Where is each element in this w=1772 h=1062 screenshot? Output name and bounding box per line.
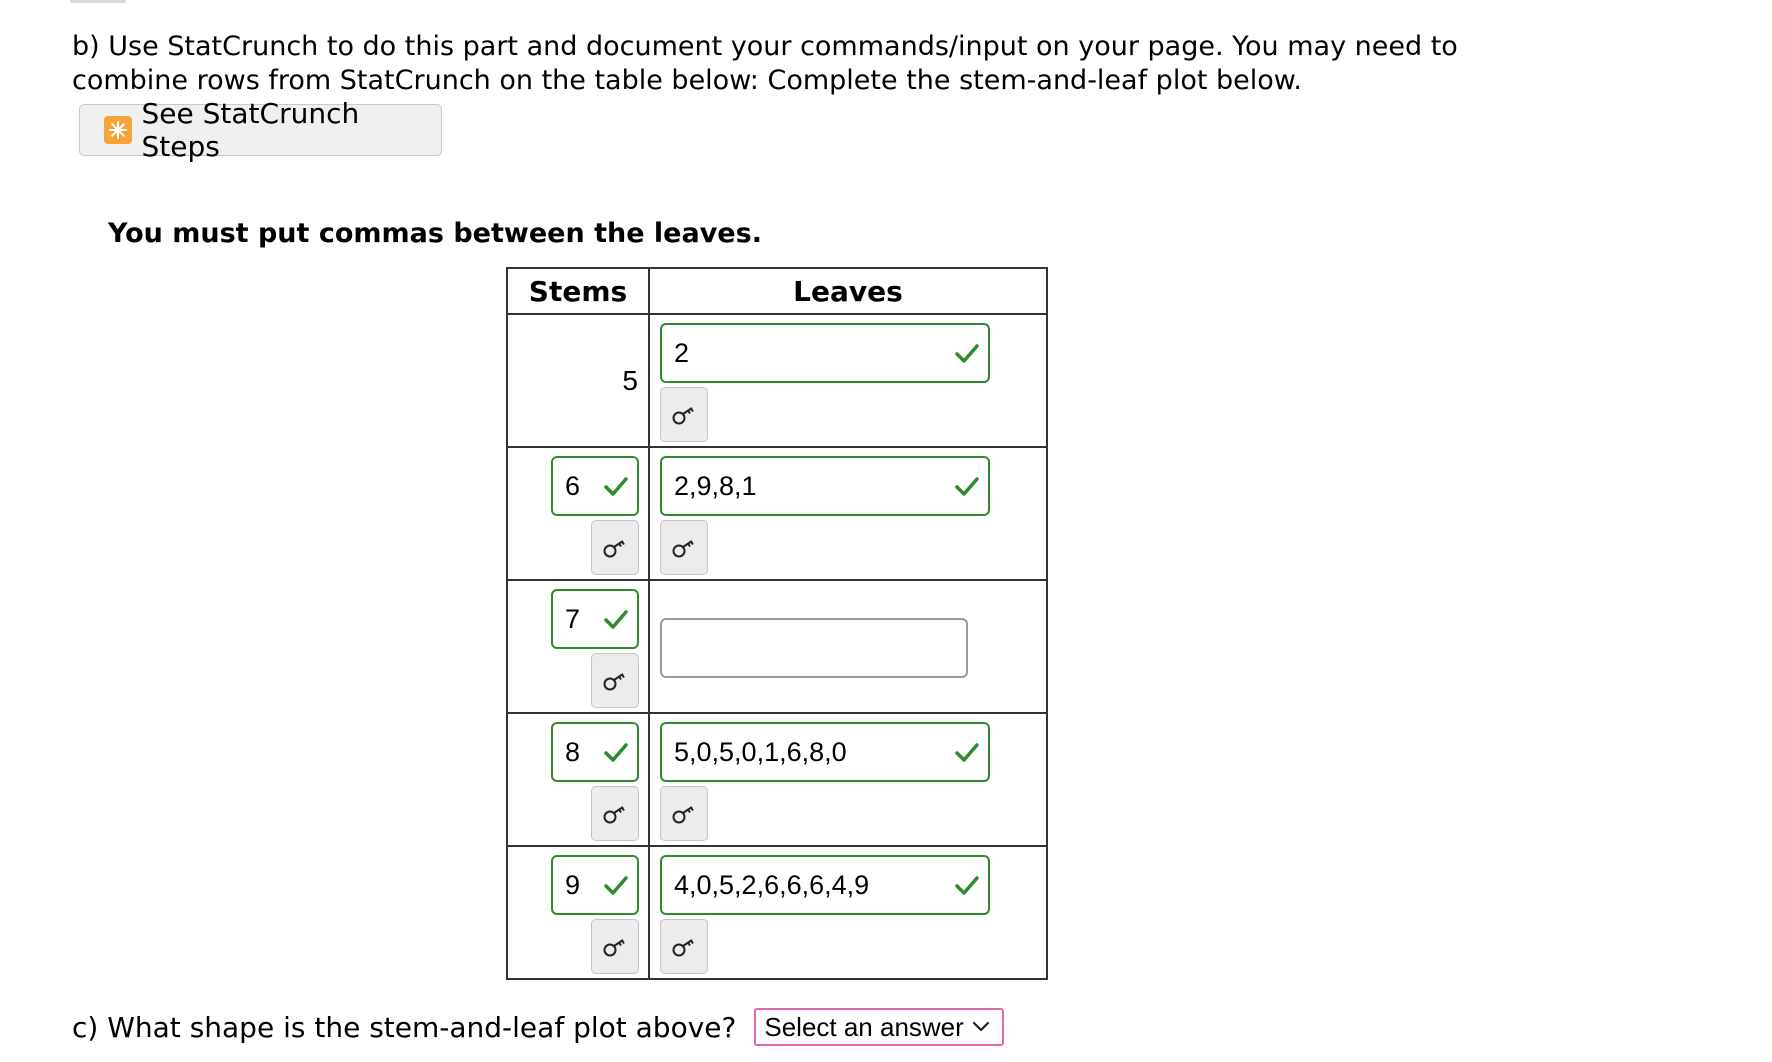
comma-instruction: You must put commas between the leaves.: [108, 218, 762, 249]
table-row: [507, 580, 1047, 713]
leaves-input[interactable]: [660, 722, 990, 782]
see-statcrunch-steps-button[interactable]: [79, 97, 442, 163]
part-c-question: c) What shape is the stem-and-leaf plot above?: [72, 1010, 737, 1044]
key-icon[interactable]: [591, 520, 639, 575]
key-icon[interactable]: [591, 919, 639, 974]
check-icon: [954, 342, 980, 364]
top-edge-sliver: [70, 0, 126, 3]
stem-input[interactable]: [551, 456, 639, 516]
leaves-header: Leaves: [649, 268, 1047, 314]
check-icon: [603, 741, 629, 763]
stem-input[interactable]: [551, 855, 639, 915]
key-icon[interactable]: [660, 387, 708, 442]
table-row: [507, 314, 1047, 447]
check-icon: [954, 741, 980, 763]
steps-button-label: See StatCrunch Steps: [141, 97, 360, 163]
check-icon: [954, 475, 980, 497]
check-icon: [603, 874, 629, 896]
stem-value: 7: [565, 603, 581, 634]
table-row: [507, 713, 1047, 846]
leaves-value: 4,0,5,2,6,6,6,4,9: [674, 869, 870, 900]
leaves-input[interactable]: [660, 323, 990, 383]
stem-value: 9: [565, 869, 581, 900]
table-row: [507, 846, 1047, 979]
chevron-down-icon: [972, 1021, 990, 1033]
key-icon[interactable]: [591, 786, 639, 841]
leaves-value: 5,0,5,0,1,6,8,0: [674, 736, 847, 767]
stems-header: Stems: [507, 268, 649, 314]
stem-value: 6: [565, 470, 581, 501]
table-row: [507, 447, 1047, 580]
select-value: Select an answer: [764, 1011, 964, 1042]
part-c-question-row: [72, 1008, 1004, 1046]
key-icon[interactable]: [660, 520, 708, 575]
check-icon: [603, 608, 629, 630]
key-icon[interactable]: [591, 653, 639, 708]
leaves-input[interactable]: [660, 855, 990, 915]
stem-value: 5: [622, 365, 638, 396]
leaves-value: 2: [674, 337, 690, 368]
burst-icon: [104, 116, 132, 144]
stem-leaf-table: [506, 267, 1048, 980]
leaves-input[interactable]: [660, 456, 990, 516]
key-icon[interactable]: [660, 786, 708, 841]
leaves-value: 2,9,8,1: [674, 470, 757, 501]
check-icon: [954, 874, 980, 896]
stem-input[interactable]: [551, 589, 639, 649]
leaves-input-empty[interactable]: [660, 618, 968, 678]
key-icon[interactable]: [660, 919, 708, 974]
shape-answer-select[interactable]: [754, 1008, 1004, 1046]
check-icon: [603, 475, 629, 497]
part-b-instructions: b) Use StatCrunch to do this part and document your commands/input on your page. You may need to combine rows from StatCrunch on the table below: Complete the stem-and-leaf plot below.: [72, 31, 1458, 96]
stem-input[interactable]: [551, 722, 639, 782]
stem-value: 8: [565, 736, 581, 767]
